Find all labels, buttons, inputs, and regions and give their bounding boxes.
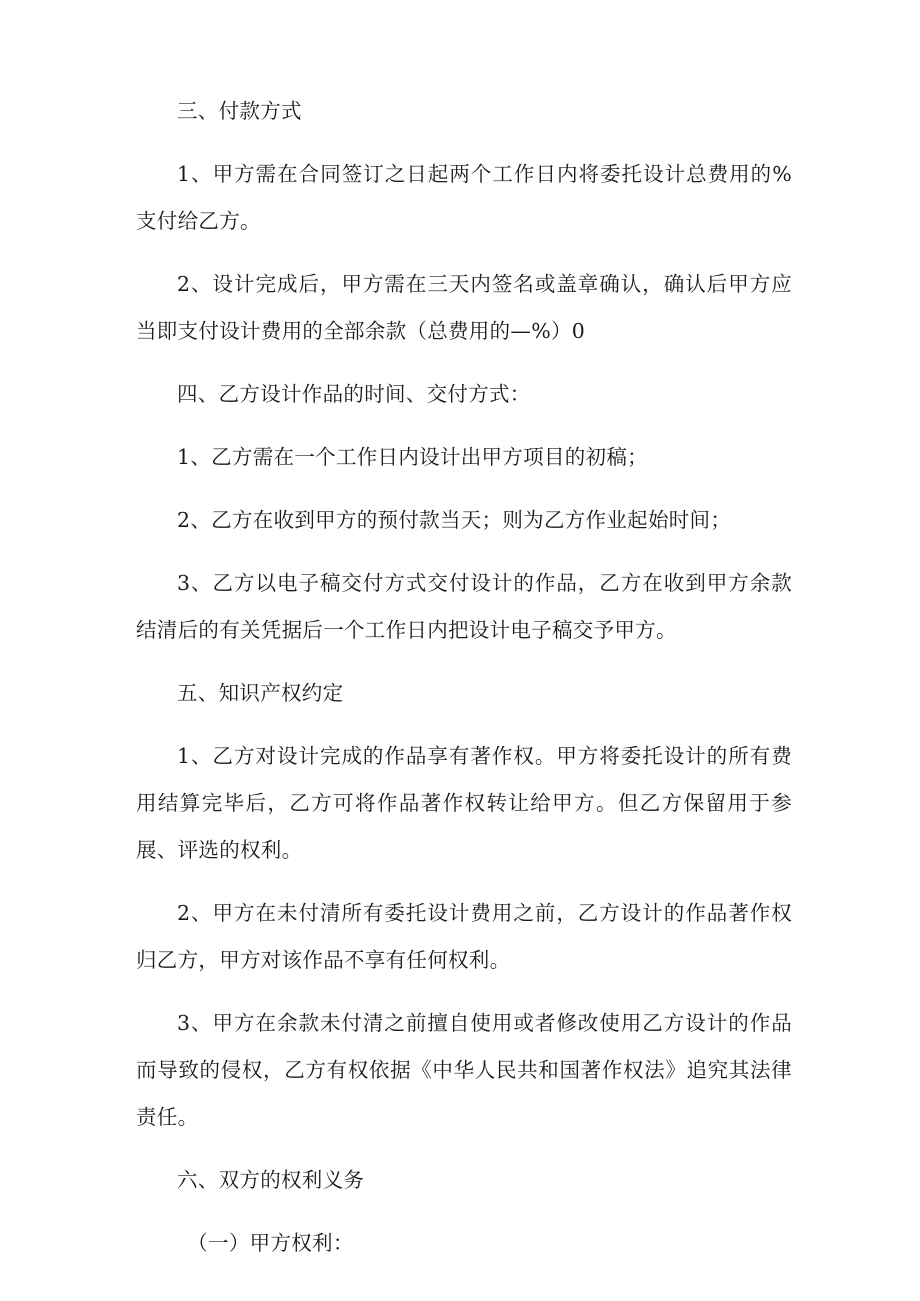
clause-delivery-3: 3、乙方以电子稿交付方式交付设计的作品，乙方在收到甲方余款结清后的有关凭据后一个工作日内把设计电子稿交予甲方。 bbox=[136, 571, 792, 642]
clause-ip-3: 3、甲方在余款未付清之前擅自使用或者修改使用乙方设计的作品而导致的侵权，乙方有权依据《中华人民共和国著作权法》追究其法律责任。 bbox=[136, 1011, 792, 1129]
clause-payment-1: 1、甲方需在合同签订之日起两个工作日内将委托设计总费用的%支付给乙方。 bbox=[136, 162, 792, 233]
clause-delivery-1: 1、乙方需在一个工作日内设计出甲方项目的初稿； bbox=[177, 445, 648, 469]
document-body bbox=[136, 88, 792, 1283]
section-heading-payment: 三、付款方式 bbox=[177, 99, 302, 123]
clause-ip-1: 1、乙方对设计完成的作品享有著作权。甲方将委托设计的所有费用结算完毕后，乙方可将作品著作权转让给甲方。但乙方保留用于参展、评选的权利。 bbox=[136, 744, 792, 862]
section-heading-ip: 五、知识产权约定 bbox=[177, 681, 344, 705]
clause-payment-2: 2、设计完成后，甲方需在三天内签名或盖章确认，确认后甲方应当即支付设计费用的全部余款（总费用的—%）0 bbox=[136, 272, 792, 343]
clause-delivery-2: 2、乙方在收到甲方的预付款当天；则为乙方作业起始时间； bbox=[177, 508, 732, 532]
section-heading-delivery: 四、乙方设计作品的时间、交付方式： bbox=[177, 382, 531, 406]
subheading-party-a-rights: （一）甲方权利： bbox=[187, 1231, 354, 1255]
section-heading-rights: 六、双方的权利义务 bbox=[177, 1168, 365, 1192]
clause-ip-2: 2、甲方在未付清所有委托设计费用之前，乙方设计的作品著作权归乙方，甲方对该作品不享有任何权利。 bbox=[136, 901, 792, 972]
